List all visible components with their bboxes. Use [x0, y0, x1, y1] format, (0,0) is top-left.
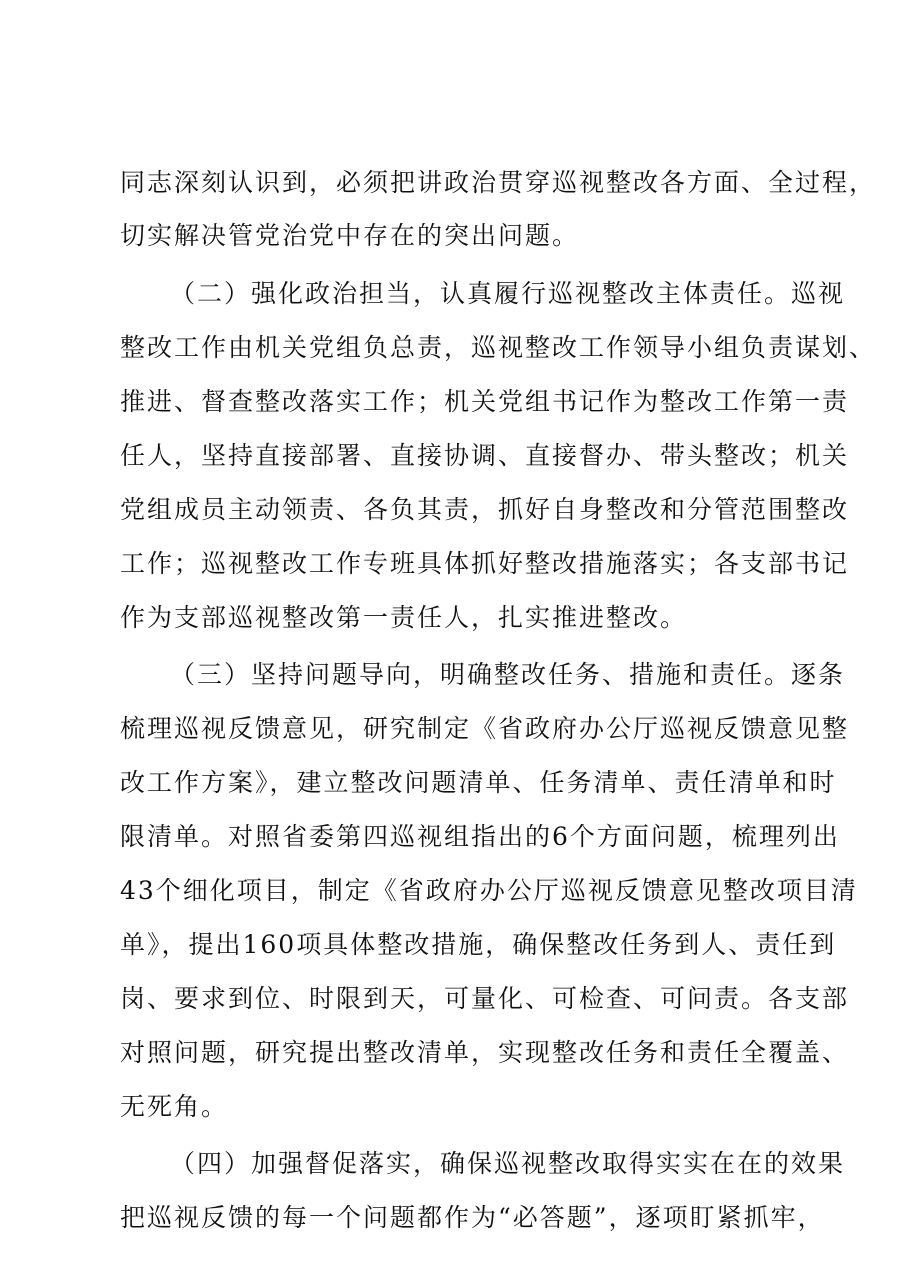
- text-line: 梳理巡视反馈意见，研究制定《省政府办公厅巡视反馈意见整: [120, 714, 850, 743]
- text-line: 改工作方案》，建立整改问题清单、任务清单、责任清单和时: [120, 768, 837, 797]
- text-line: 43个细化项目，制定《省政府办公厅巡视反馈意见整改项目清: [120, 876, 858, 905]
- text-line: 推进、督查整改落实工作；机关党组书记作为整改工作第一责: [120, 387, 850, 416]
- text-line: 切实解决管党治党中存在的突出问题。: [120, 221, 580, 250]
- text-line: 对照问题，研究提出整改清单，实现整改任务和责任全覆盖、: [120, 1038, 850, 1067]
- text-line: 无死角。: [120, 1092, 229, 1121]
- text-line: 限清单。对照省委第四巡视组指出的6个方面问题，梳理列出: [120, 822, 840, 851]
- text-line: 作为支部巡视整改第一责任人，扎实推进整改。: [120, 603, 688, 632]
- paragraph-heading-3: （三）坚持问题导向，明确整改任务、措施和责任。逐条: [170, 660, 846, 689]
- text-line: 整改工作由机关党组负总责，巡视整改工作领导小组负责谋划、: [120, 333, 877, 362]
- text-line: 任人，坚持直接部署、直接协调、直接督办、带头整改；机关: [120, 441, 850, 470]
- text-line: 党组成员主动领责、各负其责，抓好自身整改和分管范围整改: [120, 495, 850, 524]
- paragraph-heading-4: （四）加强督促落实，确保巡视整改取得实实在在的效果: [170, 1149, 846, 1178]
- paragraph-heading-2: （二）强化政治担当，认真履行巡视整改主体责任。巡视: [170, 279, 846, 308]
- text-line: 岗、要求到位、时限到天，可量化、可检查、可问责。各支部: [120, 984, 850, 1013]
- text-line: 把巡视反馈的每一个问题都作为“必答题”，逐项盯紧抓牢，: [120, 1203, 825, 1232]
- text-line: 单》，提出160项具体整改措施，确保整改任务到人、责任到: [120, 930, 837, 959]
- text-line: 同志深刻认识到，必须把讲政治贯穿巡视整改各方面、全过程，: [120, 168, 877, 197]
- text-line: 工作；巡视整改工作专班具体抓好整改措施落实；各支部书记: [120, 549, 850, 578]
